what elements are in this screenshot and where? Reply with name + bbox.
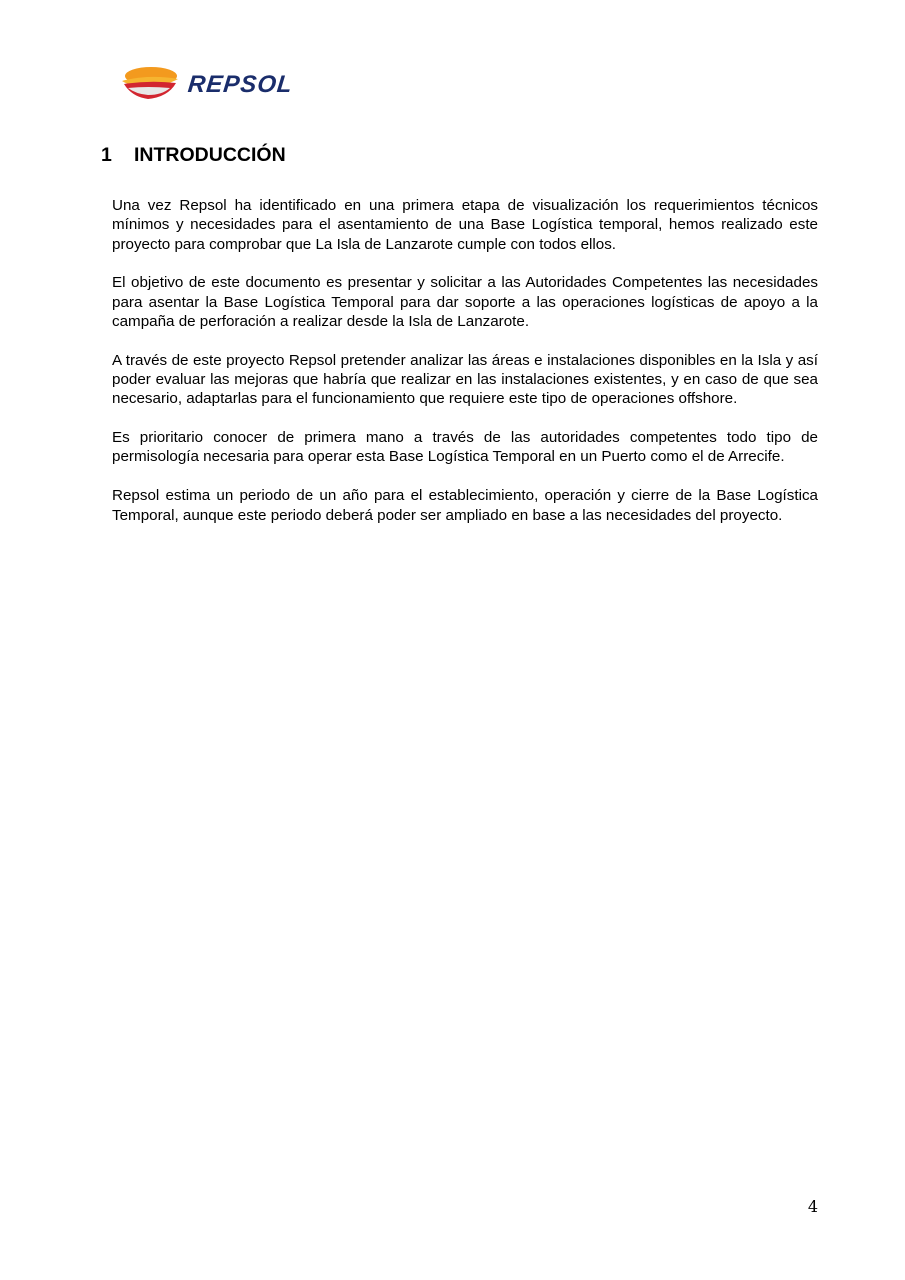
page-number: 4 (807, 1197, 818, 1216)
paragraph: El objetivo de este documento es presentar y solicitar a las Autoridades Competentes las necesidades para asentar la Base Logística Temporal para dar soporte a las operaciones logísticas de apoyo a la campaña de perforación a realizar desde la Isla de Lanzarote. (112, 274, 818, 330)
section-heading (101, 144, 286, 167)
paragraph: Es prioritario conocer de primera mano a través de las autoridades competentes todo tipo de permisología necesaria para operar esta Base Logística Temporal en un Puerto como el de Arrecife. (112, 429, 818, 466)
body-text (112, 196, 818, 544)
paragraph: Una vez Repsol ha identificado en una primera etapa de visualización los requerimientos técnicos mínimos y necesidades para el asentamiento de una Base Logística temporal, hemos realizado este proyecto para comprobar que La Isla de Lanzarote cumple con todos ellos. (112, 197, 818, 253)
section-title: INTRODUCCIÓN (134, 144, 286, 166)
paragraph: Repsol estima un periodo de un año para el establecimiento, operación y cierre de la Base Logística Temporal, aunque este periodo deberá poder ser ampliado en base a las necesidades del proyecto. (112, 487, 818, 524)
paragraph: A través de este proyecto Repsol pretender analizar las áreas e instalaciones disponibles en la Isla y así poder evaluar las mejoras que habría que realizar en las instalaciones existentes, y en caso de que sea necesario, adaptarlas para el funcionamiento que requiere este tipo de operaciones offshore. (112, 351, 818, 408)
repsol-wordmark: REPSOL (186, 71, 295, 98)
repsol-logo-icon (118, 64, 182, 102)
section-number: 1 (101, 144, 112, 166)
repsol-logo (118, 62, 318, 106)
